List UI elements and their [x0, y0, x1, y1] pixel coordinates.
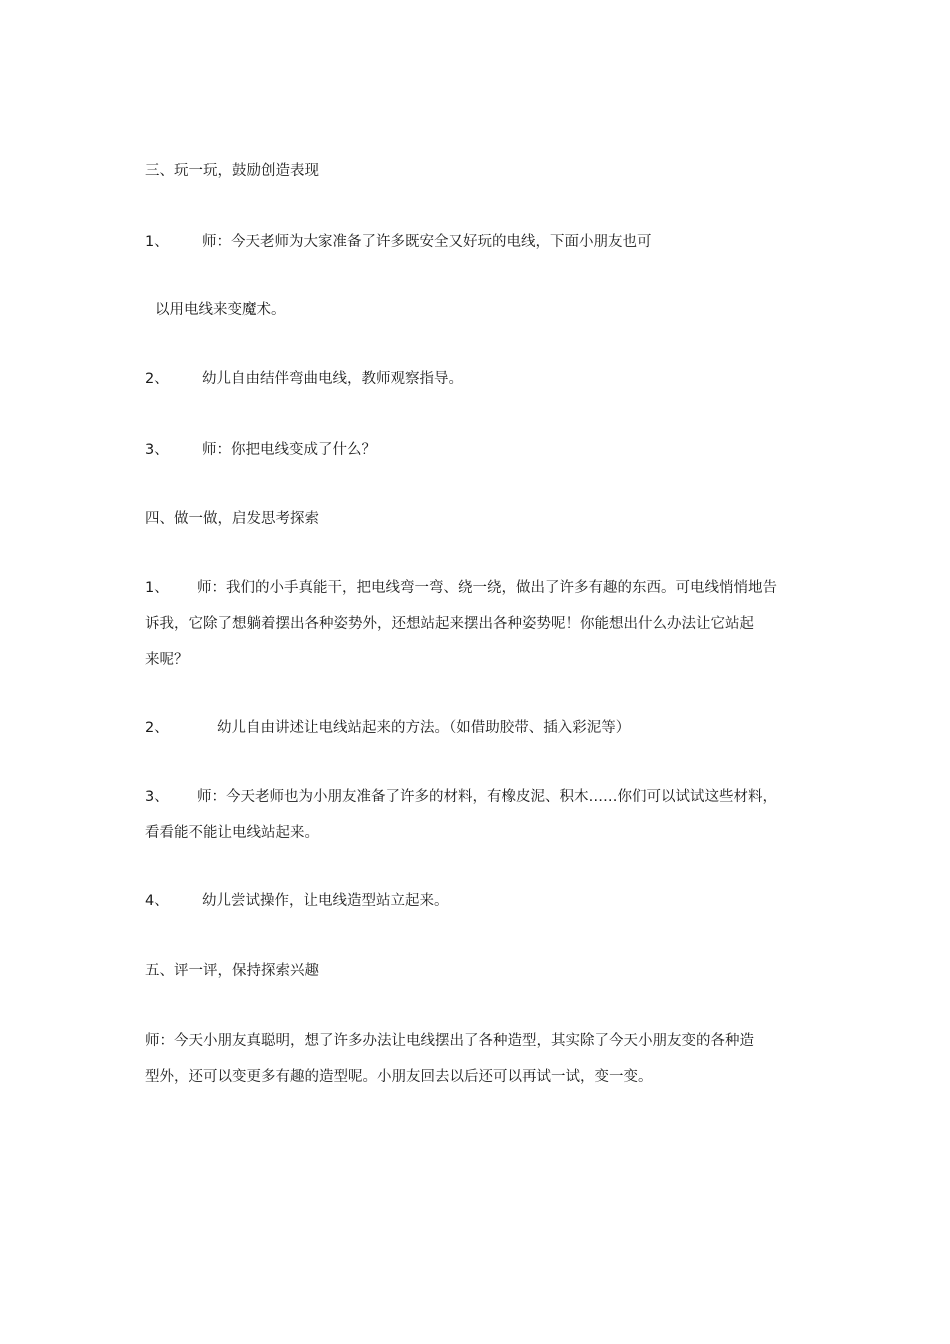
item-number: 2、: [145, 720, 169, 736]
item-text: 诉我，它除了想躺着摆出各种姿势外，还想站起来摆出各种姿势呢！你能想出什么办法让它站起: [145, 616, 754, 632]
list-item-4-1-line2: [145, 614, 754, 634]
item-text: 师：今天老师为大家准备了许多既安全又好玩的电线，下面小朋友也可: [202, 234, 652, 250]
item-text: 幼儿自由结伴弯曲电线，教师观察指导。: [202, 371, 463, 387]
item-text: 师：今天老师也为小朋友准备了许多的材料，有橡皮泥、积木……你们可以试试这些材料，: [197, 789, 777, 805]
item-text: 师：你把电线变成了什么？: [202, 442, 376, 458]
item-number: 3、: [145, 789, 169, 805]
heading-text: 三、玩一玩，鼓励创造表现: [145, 163, 319, 179]
list-item-4-2: [145, 718, 630, 738]
list-item-3-1-continued: [155, 300, 286, 320]
list-item-4-3: [145, 787, 777, 807]
paragraph-text: 师：今天小朋友真聪明，想了许多办法让电线摆出了各种造型，其实除了今天小朋友变的各种造: [145, 1033, 754, 1049]
list-item-3-1: [145, 232, 652, 252]
paragraph-text: 型外，还可以变更多有趣的造型呢。小朋友回去以后还可以再试一试，变一变。: [145, 1069, 653, 1085]
heading-text: 四、做一做，启发思考探索: [145, 511, 319, 527]
item-text: 师：我们的小手真能干，把电线弯一弯、绕一绕，做出了许多有趣的东西。可电线悄悄地告: [197, 580, 777, 596]
list-item-4-3-line2: [145, 823, 319, 843]
item-number: 4、: [145, 893, 169, 909]
paragraph-5-line1: [145, 1031, 754, 1051]
paragraph-5-line2: [145, 1067, 653, 1087]
item-text: 幼儿尝试操作，让电线造型站立起来。: [202, 893, 449, 909]
item-number: 1、: [145, 580, 169, 596]
item-number: 1、: [145, 234, 169, 250]
list-item-4-1-line3: [145, 650, 189, 670]
section-heading-4: [145, 509, 319, 529]
item-text: 幼儿自由讲述让电线站起来的方法。（如借助胶带、插入彩泥等）: [217, 720, 631, 736]
list-item-3-2: [145, 369, 463, 389]
item-number: 2、: [145, 371, 169, 387]
item-text: 看看能不能让电线站起来。: [145, 825, 319, 841]
list-item-3-3: [145, 440, 376, 460]
list-item-4-4: [145, 891, 449, 911]
item-text: 以用电线来变魔术。: [155, 302, 286, 318]
item-text: 来呢？: [145, 652, 189, 668]
list-item-4-1: [145, 578, 777, 598]
item-number: 3、: [145, 442, 169, 458]
section-heading-5: [145, 961, 319, 981]
heading-text: 五、评一评，保持探索兴趣: [145, 963, 319, 979]
section-heading-3: [145, 161, 319, 181]
